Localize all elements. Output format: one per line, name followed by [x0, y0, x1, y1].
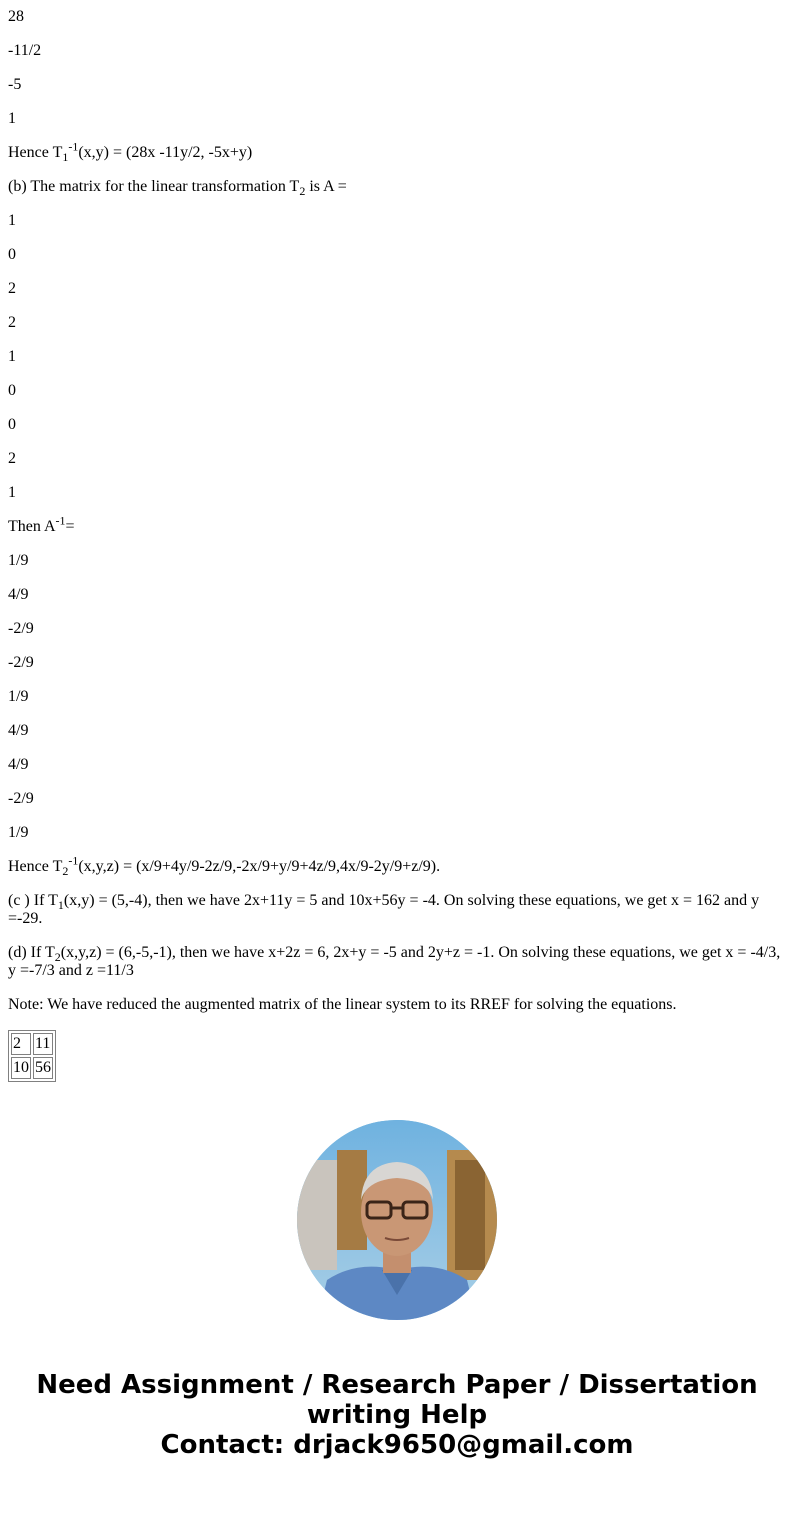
coefficient-table — [8, 1030, 56, 1082]
t1-inverse-statement: Hence $T_1^{-1}(x,y) = (28x$ -11y/2, -5x+y) — [8, 139, 253, 165]
matrix-a-inv-entry: -2/9 — [8, 620, 34, 637]
matrix-a-entry: 0 — [8, 382, 16, 399]
matrix-a-inv-entry: 4/9 — [8, 756, 29, 773]
t2-inverse-statement: Hence $T_2^{-1}(x,y,z) = (x/9+4y/9-2z/9,-2x/9+y/9+4z/9,4x/9-2y/9+z/9)$. — [8, 853, 441, 879]
promo-text — [0, 1370, 794, 1460]
matrix-a-entry: 1 — [8, 212, 16, 229]
part-c-statement: (c ) If $T_1(x,y) = (5,-4)$, then we have 2x+11y = 5 and 10x+56y = -4. On solving these equations, we get x = 162 and y =-29. — [8, 892, 760, 927]
t1-inv-entry: 28 — [8, 8, 24, 25]
matrix-a-inv-entry: 4/9 — [8, 722, 29, 739]
matrix-a-entry: 2 — [8, 314, 16, 331]
part-b-statement: (b) The matrix for the linear transformation $T_2$ is A = — [8, 178, 347, 199]
matrix-a-entry: 2 — [8, 280, 16, 297]
table-cell: 2 — [11, 1033, 31, 1055]
matrix-a-inv-entry: -2/9 — [8, 790, 34, 807]
matrix-a-inv-entry: -2/9 — [8, 654, 34, 671]
part-d-statement: (d) If $T_2(x,y,z) = (6,-5,-1)$, then we have x+2z = 6, 2x+y = -5 and 2y+z = -1. On solving these equations, we get x = -4/3, y =-7/3 and z =11/3 — [8, 944, 781, 979]
matrix-a-inv-entry: 1/9 — [8, 552, 29, 569]
matrix-a-inv-entry: 1/9 — [8, 824, 29, 841]
t1-inv-entry: -5 — [8, 76, 22, 93]
matrix-a-inv-entry: 4/9 — [8, 586, 29, 603]
table-row — [11, 1057, 53, 1079]
then-a-inverse: Then $A^{-1}=$ — [8, 513, 75, 535]
t1-inv-entry: -11/2 — [8, 42, 42, 59]
note-text: Note: We have reduced the augmented matrix of the linear system to its RREF for solving the equations. — [8, 996, 677, 1013]
table-cell: 56 — [33, 1057, 53, 1079]
author-portrait-icon — [297, 1120, 497, 1320]
author-avatar — [297, 1120, 497, 1320]
matrix-a-entry: 0 — [8, 416, 16, 433]
matrix-a-inv-entry: 1/9 — [8, 688, 29, 705]
matrix-a-entry: 1 — [8, 484, 16, 501]
promo-line: Need Assignment / Research Paper / Dissertation — [36, 1370, 758, 1400]
table-cell: 11 — [33, 1033, 53, 1055]
matrix-a-entry: 1 — [8, 348, 16, 365]
promo-line: writing Help — [306, 1400, 488, 1430]
matrix-a-entry: 2 — [8, 450, 16, 467]
matrix-a-entry: 0 — [8, 246, 16, 263]
contact-line: Contact: drjack9650@gmail.com — [160, 1430, 634, 1460]
promo-section — [0, 1120, 794, 1460]
table-row — [11, 1033, 53, 1055]
table-cell: 10 — [11, 1057, 31, 1079]
t1-inv-entry: 1 — [8, 110, 16, 127]
